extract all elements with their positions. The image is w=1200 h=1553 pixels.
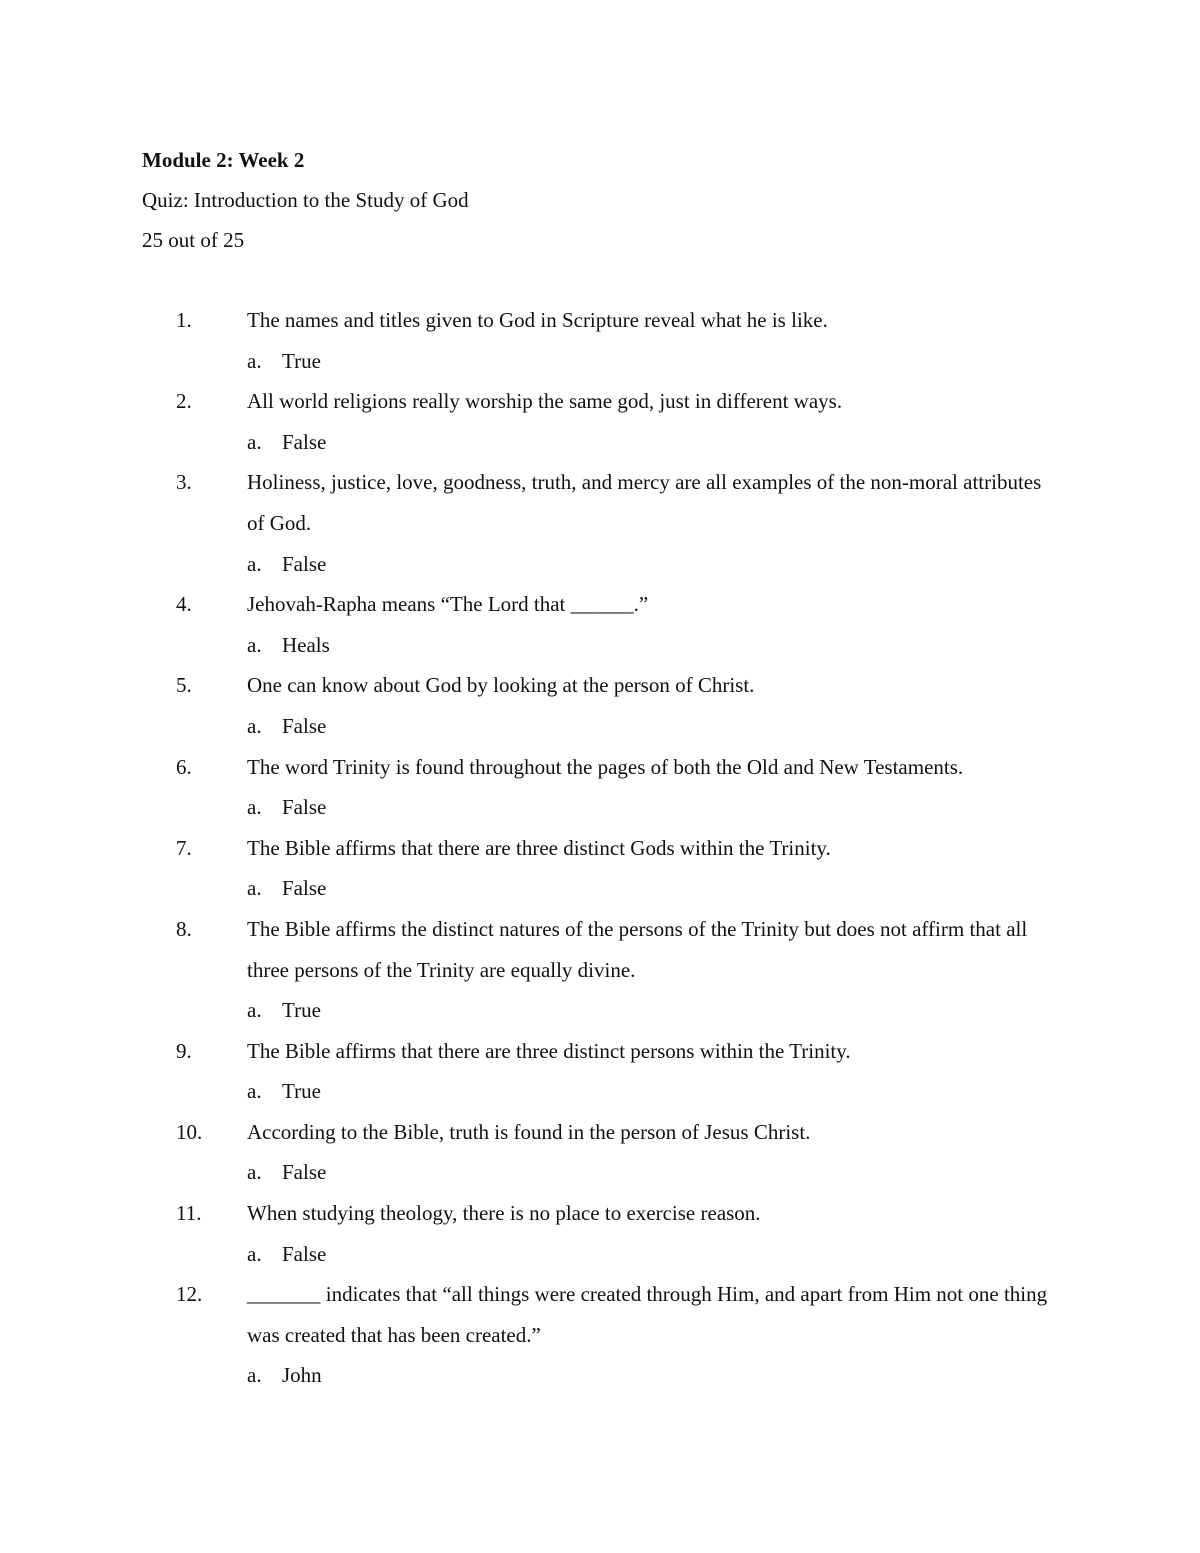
answer-option <box>247 868 1062 909</box>
answer-text: False <box>282 1160 327 1185</box>
answer-letter: a. <box>247 713 262 738</box>
answer-text: True <box>282 998 321 1023</box>
question-text: The names and titles given to God in Scripture reveal what he is like. <box>247 308 828 332</box>
question-item <box>142 584 1062 665</box>
answer-option <box>247 787 1062 828</box>
answer-letter: a. <box>247 348 262 373</box>
answer-letter: a. <box>247 1241 262 1266</box>
answer-text: False <box>282 429 327 454</box>
answer-option <box>247 625 1062 666</box>
question-number: 12. <box>176 1282 203 1307</box>
question-text: One can know about God by looking at the person of Christ. <box>247 673 755 698</box>
answer-option <box>247 706 1062 747</box>
question-text: The Bible affirms that there are three distinct persons within the Trinity. <box>247 1038 851 1063</box>
answer-letter: a. <box>247 876 262 901</box>
answer-letter: a. <box>247 998 262 1023</box>
answer-letter: a. <box>247 1363 262 1388</box>
question-item <box>142 1031 1062 1112</box>
answer-letter: a. <box>247 1160 262 1185</box>
answer-letter: a. <box>247 795 262 820</box>
answer-option <box>247 1355 1062 1396</box>
question-number: 3. <box>176 470 192 495</box>
question-number: 2. <box>176 389 192 414</box>
question-item <box>142 1193 1062 1274</box>
question-item <box>142 300 1062 381</box>
answer-text: John <box>282 1363 322 1388</box>
question-text: The Bible affirms that there are three distinct Gods within the Trinity. <box>247 835 831 860</box>
answer-option <box>247 990 1062 1031</box>
answer-text: True <box>282 348 321 373</box>
quiz-title: Quiz: Introduction to the Study of God <box>142 188 469 212</box>
answer-option <box>247 544 1062 585</box>
answer-text: Heals <box>282 632 330 657</box>
question-text: The word Trinity is found throughout the pages of both the Old and New Testaments. <box>247 754 964 779</box>
answer-option <box>247 1152 1062 1193</box>
question-list <box>142 300 1062 1396</box>
answer-letter: a. <box>247 429 262 454</box>
question-item <box>142 1274 1062 1396</box>
question-item <box>142 665 1062 746</box>
question-item <box>142 381 1062 462</box>
question-number: 1. <box>176 308 192 332</box>
question-item <box>142 828 1062 909</box>
question-number: 4. <box>176 592 192 617</box>
question-item <box>142 747 1062 828</box>
document-header <box>142 140 1062 260</box>
answer-text: False <box>282 876 327 901</box>
answer-text: False <box>282 551 327 576</box>
question-text: When studying theology, there is no place to exercise reason. <box>247 1201 761 1226</box>
question-number: 9. <box>176 1038 192 1063</box>
answer-text: True <box>282 1079 321 1104</box>
question-text: Jehovah-Rapha means “The Lord that ______.” <box>247 592 649 617</box>
question-text: Holiness, justice, love, goodness, truth, and mercy are all examples of the non-moral attributes of God. <box>247 470 1042 535</box>
answer-option <box>247 1234 1062 1275</box>
question-number: 6. <box>176 754 192 779</box>
answer-letter: a. <box>247 551 262 576</box>
question-text: According to the Bible, truth is found in the person of Jesus Christ. <box>247 1119 811 1144</box>
question-text: All world religions really worship the same god, just in different ways. <box>247 389 843 414</box>
answer-letter: a. <box>247 1079 262 1104</box>
question-text: The Bible affirms the distinct natures of the persons of the Trinity but does not affirm that all three persons of the Trinity are equally divine. <box>247 916 1028 982</box>
question-item <box>142 462 1062 584</box>
question-text: _______ indicates that “all things were created through Him, and apart from Him not one thing was created that has been created.” <box>247 1282 1048 1347</box>
document-title: Module 2: Week 2 <box>142 148 305 172</box>
answer-letter: a. <box>247 632 262 657</box>
question-number: 5. <box>176 673 192 698</box>
question-item <box>142 1112 1062 1193</box>
question-number: 7. <box>176 835 192 860</box>
answer-text: False <box>282 713 327 738</box>
answer-option <box>247 341 1062 382</box>
answer-option <box>247 422 1062 463</box>
answer-option <box>247 1071 1062 1112</box>
answer-text: False <box>282 795 327 820</box>
answer-text: False <box>282 1241 327 1266</box>
question-number: 10. <box>176 1119 203 1144</box>
question-number: 8. <box>176 916 192 941</box>
quiz-score: 25 out of 25 <box>142 228 245 252</box>
question-item <box>142 909 1062 1031</box>
question-number: 11. <box>176 1201 202 1226</box>
